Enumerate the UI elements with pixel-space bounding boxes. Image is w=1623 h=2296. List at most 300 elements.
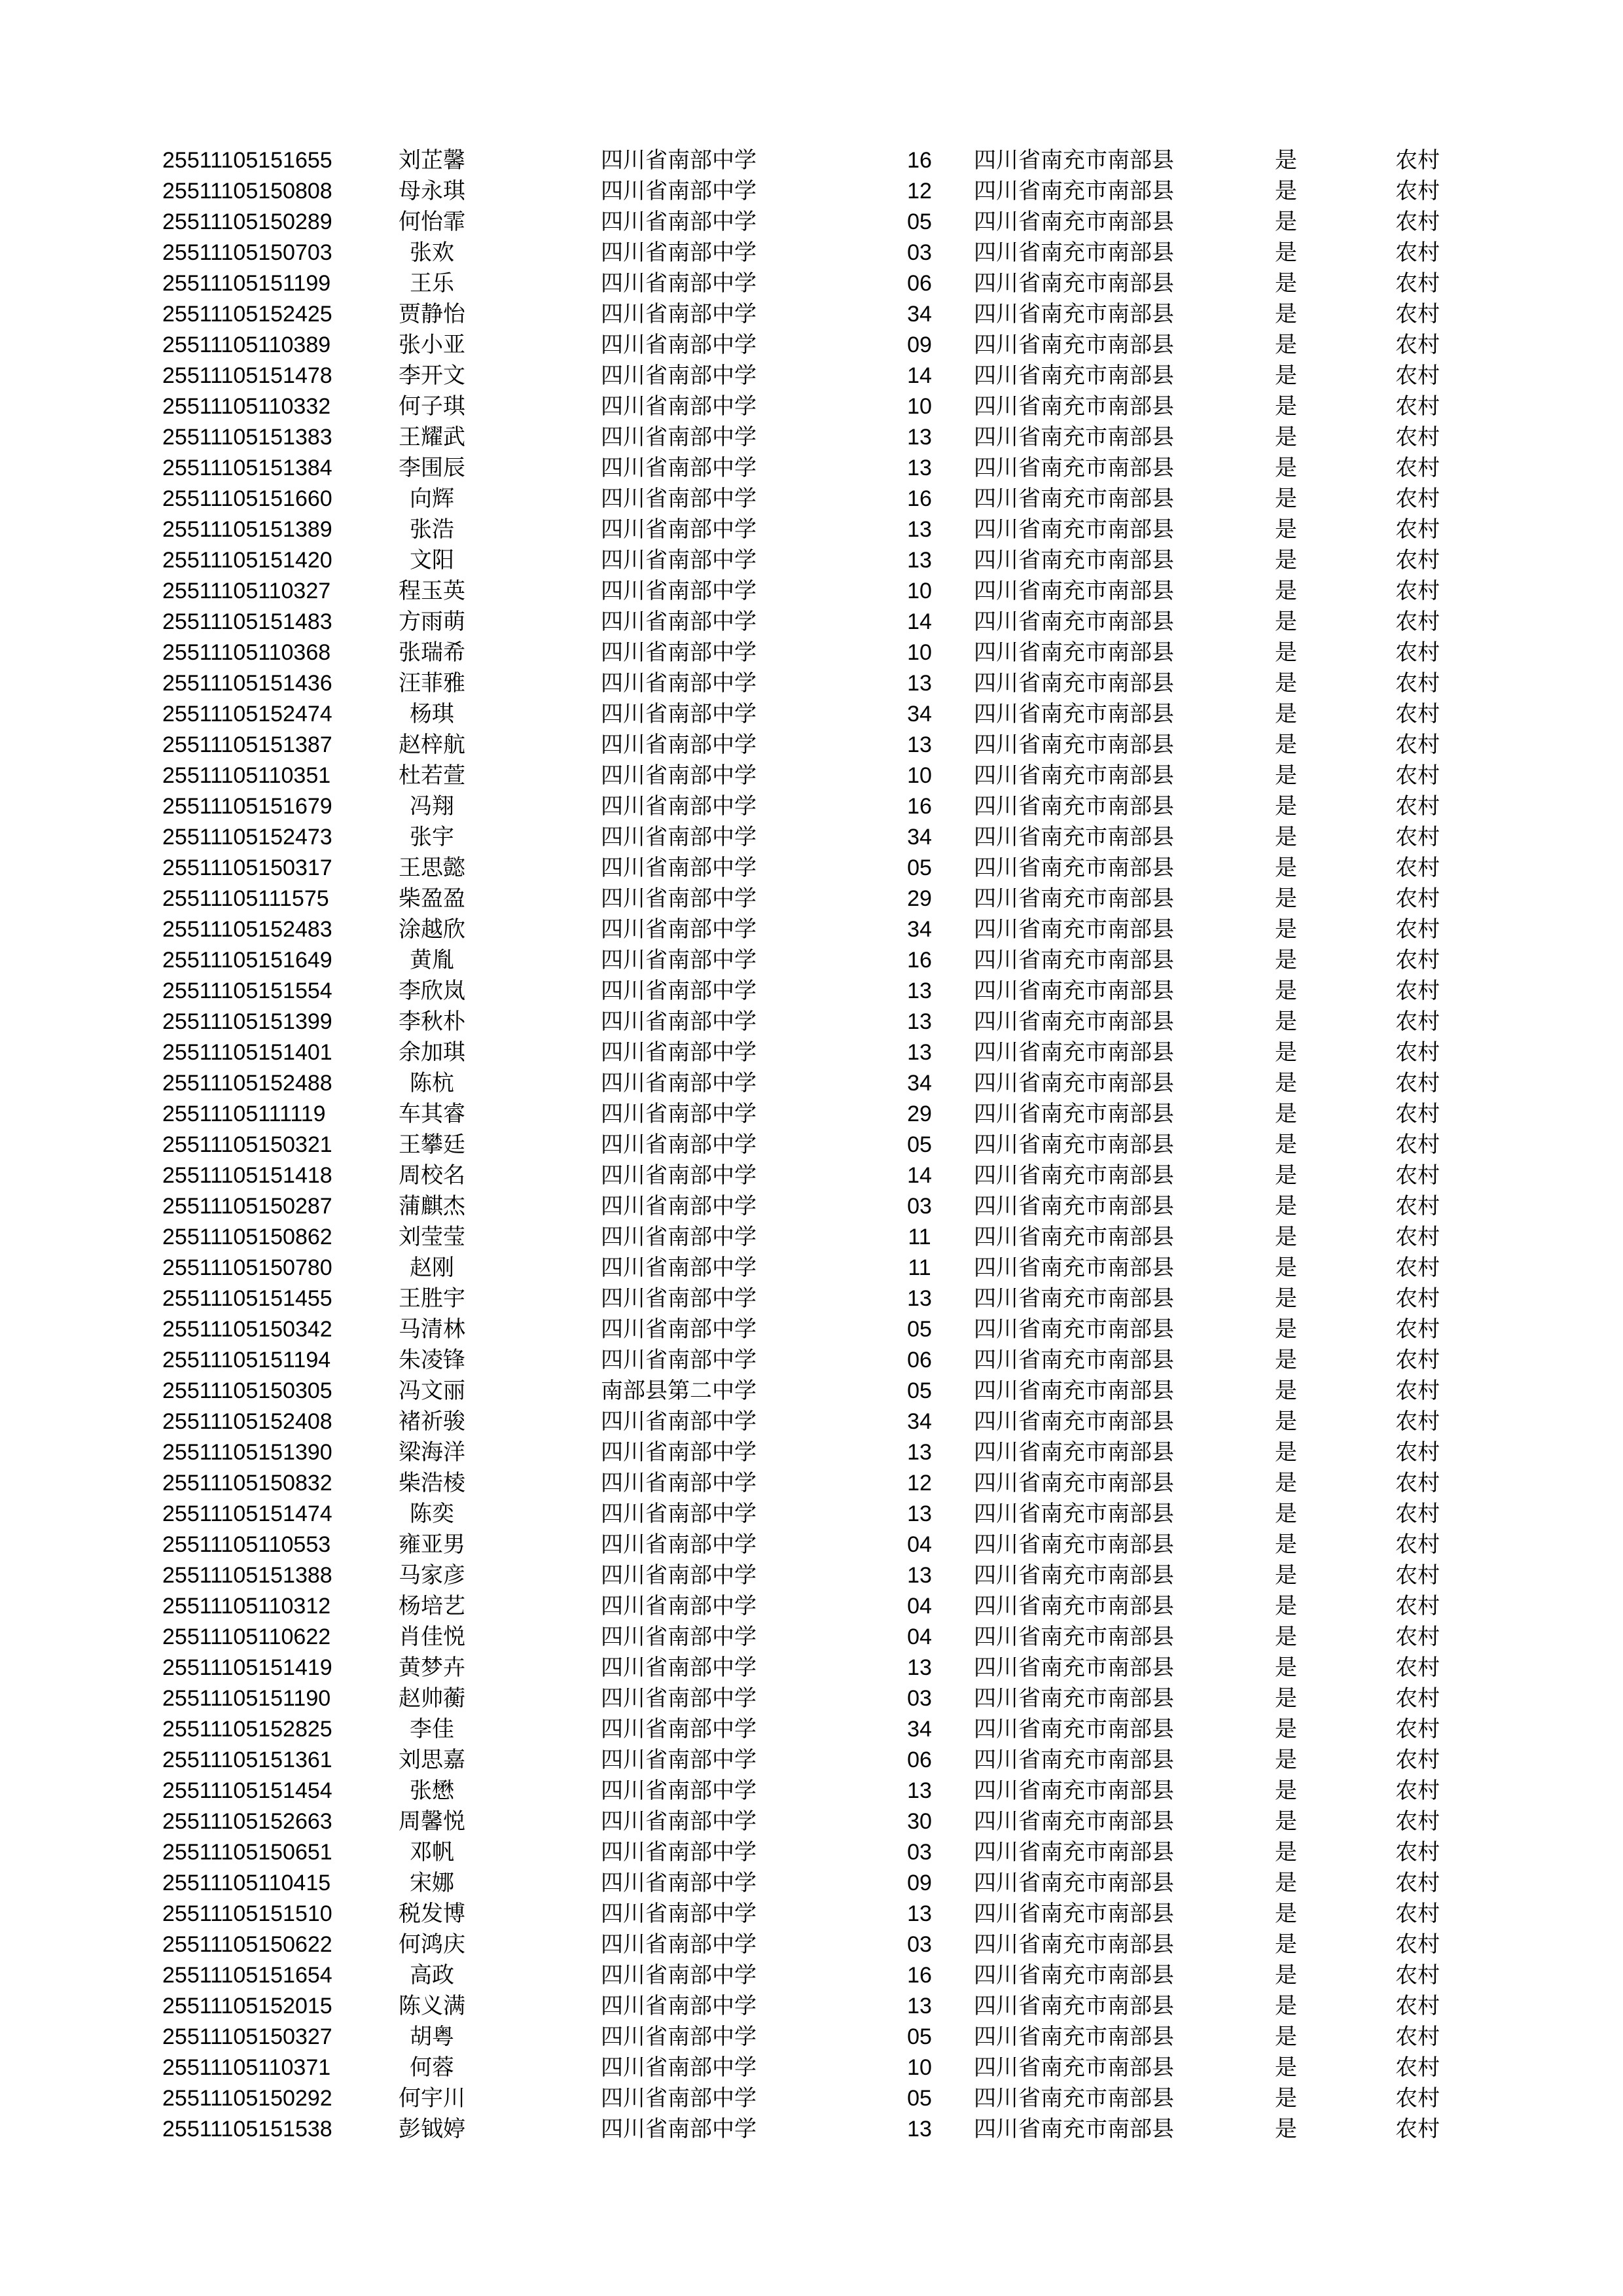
student-name: 车其睿 bbox=[399, 1101, 465, 1127]
student-name: 何子琪 bbox=[399, 393, 465, 420]
student-id: 25511105110371 bbox=[162, 2055, 331, 2080]
eligibility-flag: 是 bbox=[1275, 1716, 1297, 1742]
residence-type: 农村 bbox=[1395, 1378, 1440, 1404]
table-row bbox=[0, 2114, 1623, 2145]
eligibility-flag: 是 bbox=[1275, 1347, 1297, 1373]
eligibility-flag: 是 bbox=[1275, 270, 1297, 296]
table-row bbox=[0, 1191, 1623, 1222]
eligibility-flag: 是 bbox=[1275, 916, 1297, 942]
table-row bbox=[0, 1437, 1623, 1468]
household-address: 四川省南充市南部县 bbox=[974, 1101, 1174, 1127]
school-name: 四川省南部中学 bbox=[601, 178, 757, 204]
table-row bbox=[0, 391, 1623, 422]
student-name: 马家彦 bbox=[399, 1562, 465, 1588]
student-id: 25511105151478 bbox=[162, 363, 332, 388]
eligibility-flag: 是 bbox=[1275, 732, 1297, 758]
household-address: 四川省南充市南部县 bbox=[974, 1962, 1174, 1988]
class-number: 13 bbox=[907, 548, 932, 573]
class-number: 29 bbox=[907, 1102, 932, 1126]
student-name: 肖佳悦 bbox=[399, 1624, 465, 1650]
table-row bbox=[0, 976, 1623, 1007]
residence-type: 农村 bbox=[1395, 732, 1440, 758]
class-number: 09 bbox=[907, 332, 932, 357]
student-id: 25511105110553 bbox=[162, 1532, 331, 1557]
household-address: 四川省南充市南部县 bbox=[974, 1439, 1174, 1465]
residence-type: 农村 bbox=[1395, 1255, 1440, 1281]
class-number: 05 bbox=[907, 2086, 932, 2111]
household-address: 四川省南充市南部县 bbox=[974, 1224, 1174, 1250]
residence-type: 农村 bbox=[1395, 1285, 1440, 1312]
student-id: 25511105151454 bbox=[162, 1778, 332, 1803]
eligibility-flag: 是 bbox=[1275, 332, 1297, 358]
household-address: 四川省南充市南部县 bbox=[974, 363, 1174, 389]
student-name: 张宇 bbox=[410, 824, 454, 850]
residence-type: 农村 bbox=[1395, 2116, 1440, 2142]
table-row bbox=[0, 545, 1623, 576]
residence-type: 农村 bbox=[1395, 1501, 1440, 1527]
table-row bbox=[0, 176, 1623, 207]
table-row bbox=[0, 330, 1623, 361]
eligibility-flag: 是 bbox=[1275, 455, 1297, 481]
student-name: 杨培艺 bbox=[399, 1593, 465, 1619]
student-name: 胡粤 bbox=[410, 2024, 454, 2050]
eligibility-flag: 是 bbox=[1275, 424, 1297, 450]
class-number: 10 bbox=[907, 394, 932, 419]
school-name: 四川省南部中学 bbox=[601, 1070, 757, 1096]
student-id: 25511105110312 bbox=[162, 1594, 331, 1619]
table-row bbox=[0, 484, 1623, 514]
student-id: 25511105150289 bbox=[162, 209, 332, 234]
household-address: 四川省南充市南部县 bbox=[974, 762, 1174, 789]
class-number: 10 bbox=[907, 579, 932, 603]
student-name: 李欣岚 bbox=[399, 978, 465, 1004]
household-address: 四川省南充市南部县 bbox=[974, 1593, 1174, 1619]
student-id: 25511105151554 bbox=[162, 978, 332, 1003]
table-row bbox=[0, 1160, 1623, 1191]
table-row bbox=[0, 637, 1623, 668]
class-number: 13 bbox=[907, 978, 932, 1003]
household-address: 四川省南充市南部县 bbox=[974, 1255, 1174, 1281]
class-number: 34 bbox=[907, 302, 932, 327]
residence-type: 农村 bbox=[1395, 1101, 1440, 1127]
household-address: 四川省南充市南部县 bbox=[974, 2085, 1174, 2111]
residence-type: 农村 bbox=[1395, 1039, 1440, 1066]
eligibility-flag: 是 bbox=[1275, 824, 1297, 850]
student-id: 25511105150622 bbox=[162, 1932, 332, 1957]
residence-type: 农村 bbox=[1395, 301, 1440, 327]
school-name: 四川省南部中学 bbox=[601, 1009, 757, 1035]
class-number: 29 bbox=[907, 886, 932, 911]
eligibility-flag: 是 bbox=[1275, 547, 1297, 573]
school-name: 四川省南部中学 bbox=[601, 1808, 757, 1835]
table-row bbox=[0, 1283, 1623, 1314]
household-address: 四川省南充市南部县 bbox=[974, 1132, 1174, 1158]
class-number: 13 bbox=[907, 1901, 932, 1926]
residence-type: 农村 bbox=[1395, 455, 1440, 481]
student-name: 周馨悦 bbox=[399, 1808, 465, 1835]
residence-type: 农村 bbox=[1395, 1901, 1440, 1927]
class-number: 03 bbox=[907, 1194, 932, 1219]
household-address: 四川省南充市南部县 bbox=[974, 486, 1174, 512]
student-name: 刘莹莹 bbox=[399, 1224, 465, 1250]
class-number: 34 bbox=[907, 1717, 932, 1742]
class-number: 03 bbox=[907, 1686, 932, 1711]
class-number: 13 bbox=[907, 1778, 932, 1803]
table-row bbox=[0, 207, 1623, 238]
residence-type: 农村 bbox=[1395, 1347, 1440, 1373]
eligibility-flag: 是 bbox=[1275, 1408, 1297, 1435]
class-number: 14 bbox=[907, 609, 932, 634]
residence-type: 农村 bbox=[1395, 1408, 1440, 1435]
school-name: 四川省南部中学 bbox=[601, 301, 757, 327]
table-row bbox=[0, 1806, 1623, 1837]
class-number: 13 bbox=[907, 1655, 932, 1680]
class-number: 13 bbox=[907, 1563, 932, 1588]
school-name: 四川省南部中学 bbox=[601, 547, 757, 573]
school-name: 四川省南部中学 bbox=[601, 1285, 757, 1312]
student-name: 李秋朴 bbox=[399, 1009, 465, 1035]
eligibility-flag: 是 bbox=[1275, 1470, 1297, 1496]
eligibility-flag: 是 bbox=[1275, 2024, 1297, 2050]
eligibility-flag: 是 bbox=[1275, 1562, 1297, 1588]
eligibility-flag: 是 bbox=[1275, 1685, 1297, 1712]
student-name: 刘芷馨 bbox=[399, 147, 465, 173]
residence-type: 农村 bbox=[1395, 762, 1440, 789]
household-address: 四川省南充市南部县 bbox=[974, 1070, 1174, 1096]
household-address: 四川省南充市南部县 bbox=[974, 147, 1174, 173]
table-row bbox=[0, 2053, 1623, 2083]
student-name: 周校名 bbox=[399, 1162, 465, 1189]
residence-type: 农村 bbox=[1395, 1162, 1440, 1189]
table-row bbox=[0, 1222, 1623, 1253]
student-id: 25511105151660 bbox=[162, 486, 332, 511]
table-row bbox=[0, 299, 1623, 330]
class-number: 11 bbox=[908, 1255, 931, 1280]
eligibility-flag: 是 bbox=[1275, 1931, 1297, 1958]
residence-type: 农村 bbox=[1395, 701, 1440, 727]
table-row bbox=[0, 945, 1623, 976]
student-name: 杨琪 bbox=[410, 701, 454, 727]
school-name: 四川省南部中学 bbox=[601, 793, 757, 819]
student-id: 25511105152473 bbox=[162, 825, 332, 850]
school-name: 四川省南部中学 bbox=[601, 1162, 757, 1189]
residence-type: 农村 bbox=[1395, 178, 1440, 204]
student-name: 陈奕 bbox=[410, 1501, 454, 1527]
student-name: 陈杭 bbox=[410, 1070, 454, 1096]
school-name: 四川省南部中学 bbox=[601, 424, 757, 450]
eligibility-flag: 是 bbox=[1275, 1962, 1297, 1988]
eligibility-flag: 是 bbox=[1275, 1993, 1297, 2019]
student-id: 25511105151483 bbox=[162, 609, 332, 634]
school-name: 四川省南部中学 bbox=[601, 978, 757, 1004]
student-name: 程玉英 bbox=[399, 578, 465, 604]
household-address: 四川省南充市南部县 bbox=[974, 1039, 1174, 1066]
student-id: 25511105152483 bbox=[162, 917, 332, 942]
eligibility-flag: 是 bbox=[1275, 886, 1297, 912]
class-number: 06 bbox=[907, 1348, 932, 1372]
class-number: 13 bbox=[907, 425, 932, 450]
household-address: 四川省南充市南部县 bbox=[974, 1747, 1174, 1773]
table-row bbox=[0, 791, 1623, 822]
student-id: 25511105152663 bbox=[162, 1809, 332, 1834]
residence-type: 农村 bbox=[1395, 1132, 1440, 1158]
residence-type: 农村 bbox=[1395, 916, 1440, 942]
eligibility-flag: 是 bbox=[1275, 301, 1297, 327]
table-row bbox=[0, 1745, 1623, 1776]
table-row bbox=[0, 607, 1623, 637]
eligibility-flag: 是 bbox=[1275, 393, 1297, 420]
residence-type: 农村 bbox=[1395, 1224, 1440, 1250]
table-row bbox=[0, 1776, 1623, 1806]
residence-type: 农村 bbox=[1395, 547, 1440, 573]
residence-type: 农村 bbox=[1395, 1931, 1440, 1958]
school-name: 四川省南部中学 bbox=[601, 1685, 757, 1712]
student-id: 25511105111575 bbox=[162, 886, 329, 911]
household-address: 四川省南充市南部县 bbox=[974, 1470, 1174, 1496]
student-name: 王胜宇 bbox=[399, 1285, 465, 1312]
table-row bbox=[0, 1376, 1623, 1407]
eligibility-flag: 是 bbox=[1275, 1778, 1297, 1804]
student-id: 25511105151384 bbox=[162, 456, 332, 480]
household-address: 四川省南充市南部县 bbox=[974, 1316, 1174, 1342]
student-id: 25511105152425 bbox=[162, 302, 332, 327]
table-row bbox=[0, 1991, 1623, 2022]
student-name: 张欢 bbox=[410, 240, 454, 266]
class-number: 03 bbox=[907, 1932, 932, 1957]
student-id: 25511105151361 bbox=[162, 1748, 332, 1772]
class-number: 14 bbox=[907, 363, 932, 388]
student-name: 张小亚 bbox=[399, 332, 465, 358]
student-id: 25511105110415 bbox=[162, 1871, 331, 1895]
eligibility-flag: 是 bbox=[1275, 1593, 1297, 1619]
eligibility-flag: 是 bbox=[1275, 1501, 1297, 1527]
eligibility-flag: 是 bbox=[1275, 793, 1297, 819]
table-row bbox=[0, 1314, 1623, 1345]
household-address: 四川省南充市南部县 bbox=[974, 578, 1174, 604]
class-number: 13 bbox=[907, 1440, 932, 1465]
household-address: 四川省南充市南部县 bbox=[974, 1408, 1174, 1435]
student-id: 25511105151538 bbox=[162, 2117, 332, 2142]
school-name: 四川省南部中学 bbox=[601, 578, 757, 604]
residence-type: 农村 bbox=[1395, 1532, 1440, 1558]
household-address: 四川省南充市南部县 bbox=[974, 1378, 1174, 1404]
student-name: 高政 bbox=[410, 1962, 454, 1988]
school-name: 四川省南部中学 bbox=[601, 1224, 757, 1250]
school-name: 四川省南部中学 bbox=[601, 1593, 757, 1619]
school-name: 四川省南部中学 bbox=[601, 1101, 757, 1127]
student-name: 李围辰 bbox=[399, 455, 465, 481]
eligibility-flag: 是 bbox=[1275, 1224, 1297, 1250]
eligibility-flag: 是 bbox=[1275, 1624, 1297, 1650]
student-id: 25511105110622 bbox=[162, 1624, 331, 1649]
residence-type: 农村 bbox=[1395, 1562, 1440, 1588]
student-name: 何鸿庆 bbox=[399, 1931, 465, 1958]
class-number: 03 bbox=[907, 1840, 932, 1865]
school-name: 四川省南部中学 bbox=[601, 1962, 757, 1988]
residence-type: 农村 bbox=[1395, 1839, 1440, 1865]
residence-type: 农村 bbox=[1395, 1193, 1440, 1219]
school-name: 四川省南部中学 bbox=[601, 1532, 757, 1558]
student-name: 王攀廷 bbox=[399, 1132, 465, 1158]
household-address: 四川省南充市南部县 bbox=[974, 609, 1174, 635]
table-row bbox=[0, 1560, 1623, 1591]
residence-type: 农村 bbox=[1395, 1870, 1440, 1896]
class-number: 06 bbox=[907, 1748, 932, 1772]
residence-type: 农村 bbox=[1395, 1716, 1440, 1742]
class-number: 14 bbox=[907, 1163, 932, 1188]
class-number: 34 bbox=[907, 825, 932, 850]
residence-type: 农村 bbox=[1395, 1778, 1440, 1804]
residence-type: 农村 bbox=[1395, 1993, 1440, 2019]
student-name: 黄梦卉 bbox=[399, 1655, 465, 1681]
residence-type: 农村 bbox=[1395, 2054, 1440, 2081]
student-name: 涂越欣 bbox=[399, 916, 465, 942]
household-address: 四川省南充市南部县 bbox=[974, 1870, 1174, 1896]
student-id: 25511105150703 bbox=[162, 240, 332, 265]
eligibility-flag: 是 bbox=[1275, 578, 1297, 604]
school-name: 四川省南部中学 bbox=[601, 1716, 757, 1742]
school-name: 四川省南部中学 bbox=[601, 1655, 757, 1681]
school-name: 四川省南部中学 bbox=[601, 1193, 757, 1219]
school-name: 四川省南部中学 bbox=[601, 1778, 757, 1804]
school-name: 四川省南部中学 bbox=[601, 209, 757, 235]
school-name: 四川省南部中学 bbox=[601, 455, 757, 481]
class-number: 05 bbox=[907, 1132, 932, 1157]
table-row bbox=[0, 422, 1623, 453]
class-number: 05 bbox=[907, 1378, 932, 1403]
eligibility-flag: 是 bbox=[1275, 609, 1297, 635]
household-address: 四川省南充市南部县 bbox=[974, 1901, 1174, 1927]
student-id: 25511105150305 bbox=[162, 1378, 332, 1403]
residence-type: 农村 bbox=[1395, 670, 1440, 696]
class-number: 34 bbox=[907, 1409, 932, 1434]
school-name: 四川省南部中学 bbox=[601, 1562, 757, 1588]
household-address: 四川省南充市南部县 bbox=[974, 1931, 1174, 1958]
residence-type: 农村 bbox=[1395, 855, 1440, 881]
eligibility-flag: 是 bbox=[1275, 147, 1297, 173]
school-name: 四川省南部中学 bbox=[601, 886, 757, 912]
household-address: 四川省南充市南部县 bbox=[974, 732, 1174, 758]
class-number: 13 bbox=[907, 732, 932, 757]
student-name: 邓帆 bbox=[410, 1839, 454, 1865]
school-name: 四川省南部中学 bbox=[601, 240, 757, 266]
eligibility-flag: 是 bbox=[1275, 978, 1297, 1004]
table-row bbox=[0, 145, 1623, 176]
student-name: 马清林 bbox=[399, 1316, 465, 1342]
student-id: 25511105151199 bbox=[162, 271, 331, 296]
student-id: 25511105151474 bbox=[162, 1501, 332, 1526]
household-address: 四川省南充市南部县 bbox=[974, 1009, 1174, 1035]
eligibility-flag: 是 bbox=[1275, 2085, 1297, 2111]
eligibility-flag: 是 bbox=[1275, 947, 1297, 973]
student-id: 25511105151419 bbox=[162, 1655, 332, 1680]
household-address: 四川省南充市南部县 bbox=[974, 1624, 1174, 1650]
student-name: 文阳 bbox=[410, 547, 454, 573]
school-name: 四川省南部中学 bbox=[601, 486, 757, 512]
table-row bbox=[0, 914, 1623, 945]
eligibility-flag: 是 bbox=[1275, 2116, 1297, 2142]
student-name: 陈义满 bbox=[399, 1993, 465, 2019]
school-name: 四川省南部中学 bbox=[601, 639, 757, 666]
student-id: 25511105151401 bbox=[162, 1040, 332, 1065]
household-address: 四川省南充市南部县 bbox=[974, 1193, 1174, 1219]
student-name: 冯翔 bbox=[410, 793, 454, 819]
class-number: 12 bbox=[907, 179, 932, 204]
household-address: 四川省南充市南部县 bbox=[974, 1993, 1174, 2019]
student-id: 25511105110389 bbox=[162, 332, 331, 357]
student-name: 何怡霏 bbox=[399, 209, 465, 235]
table-row bbox=[0, 1622, 1623, 1653]
eligibility-flag: 是 bbox=[1275, 1655, 1297, 1681]
class-number: 13 bbox=[907, 1994, 932, 2018]
student-name: 褚祈骏 bbox=[399, 1408, 465, 1435]
student-name: 张懋 bbox=[410, 1778, 454, 1804]
household-address: 四川省南充市南部县 bbox=[974, 270, 1174, 296]
student-id: 25511105150651 bbox=[162, 1840, 332, 1865]
eligibility-flag: 是 bbox=[1275, 516, 1297, 543]
table-row bbox=[0, 453, 1623, 484]
school-name: 四川省南部中学 bbox=[601, 670, 757, 696]
student-name: 赵刚 bbox=[410, 1255, 454, 1281]
student-name: 赵帅蘅 bbox=[399, 1685, 465, 1712]
household-address: 四川省南充市南部县 bbox=[974, 916, 1174, 942]
school-name: 四川省南部中学 bbox=[601, 1993, 757, 2019]
class-number: 34 bbox=[907, 917, 932, 942]
residence-type: 农村 bbox=[1395, 240, 1440, 266]
table-row bbox=[0, 1345, 1623, 1376]
school-name: 四川省南部中学 bbox=[601, 609, 757, 635]
household-address: 四川省南充市南部县 bbox=[974, 209, 1174, 235]
residence-type: 农村 bbox=[1395, 147, 1440, 173]
residence-type: 农村 bbox=[1395, 2085, 1440, 2111]
eligibility-flag: 是 bbox=[1275, 1870, 1297, 1896]
student-id: 25511105151436 bbox=[162, 671, 332, 696]
class-number: 10 bbox=[907, 763, 932, 788]
student-name: 朱凌锋 bbox=[399, 1347, 465, 1373]
student-name: 王乐 bbox=[410, 270, 454, 296]
school-name: 四川省南部中学 bbox=[601, 2116, 757, 2142]
student-id: 25511105111119 bbox=[162, 1102, 326, 1126]
residence-type: 农村 bbox=[1395, 332, 1440, 358]
residence-type: 农村 bbox=[1395, 393, 1440, 420]
student-name: 李开文 bbox=[399, 363, 465, 389]
student-name: 梁海洋 bbox=[399, 1439, 465, 1465]
class-number: 12 bbox=[907, 1471, 932, 1496]
student-id: 25511105151387 bbox=[162, 732, 332, 757]
household-address: 四川省南充市南部县 bbox=[974, 1285, 1174, 1312]
residence-type: 农村 bbox=[1395, 1747, 1440, 1773]
student-id: 25511105151418 bbox=[162, 1163, 332, 1188]
eligibility-flag: 是 bbox=[1275, 762, 1297, 789]
household-address: 四川省南充市南部县 bbox=[974, 1562, 1174, 1588]
class-number: 13 bbox=[907, 1040, 932, 1065]
student-name: 何宇川 bbox=[399, 2085, 465, 2111]
table-row bbox=[0, 1468, 1623, 1499]
household-address: 四川省南充市南部县 bbox=[974, 701, 1174, 727]
residence-type: 农村 bbox=[1395, 1655, 1440, 1681]
residence-type: 农村 bbox=[1395, 424, 1440, 450]
household-address: 四川省南充市南部县 bbox=[974, 978, 1174, 1004]
school-name: 四川省南部中学 bbox=[601, 2085, 757, 2111]
household-address: 四川省南充市南部县 bbox=[974, 639, 1174, 666]
student-name: 向辉 bbox=[410, 486, 454, 512]
school-name: 四川省南部中学 bbox=[601, 2024, 757, 2050]
student-id: 25511105151649 bbox=[162, 948, 332, 973]
student-name: 柴浩棱 bbox=[399, 1470, 465, 1496]
school-name: 四川省南部中学 bbox=[601, 701, 757, 727]
household-address: 四川省南充市南部县 bbox=[974, 547, 1174, 573]
residence-type: 农村 bbox=[1395, 1685, 1440, 1712]
